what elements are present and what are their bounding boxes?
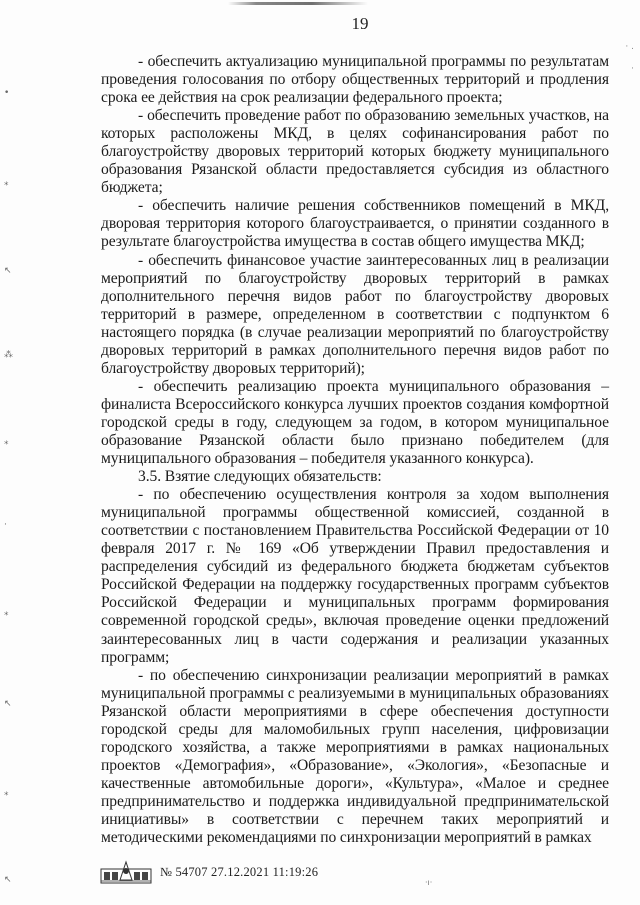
paragraph: - обеспечить наличие решения собственников помещений в МКД, дворовая территория которого благоустраивается, о принятии созданного в результате благоустройства имущества в состав общего имущества МКД; xyxy=(101,197,609,251)
scan-artifact xyxy=(228,2,368,5)
government-emblem-icon xyxy=(100,859,152,885)
paragraph: - обеспечить реализацию проекта муниципального образования – финалиста Всероссийского конкурса лучших проектов создания комфортной городской среды в году, следующем за годом, в котором муниципальное образование Рязанской области было признано победителем (для муниципального образования – победителя указанного конкурса). xyxy=(101,377,609,468)
paragraph: - обеспечить финансовое участие заинтересованных лиц в реализации мероприятий по благоустройству дворовых территорий в рамках дополнительного перечня видов работ по благоустройству дворовых территорий в размере, определенном в соответствии с подпунктом 6 настоящего порядка (в случае реализации мероприятий по благоустройству дворовых территорий в рамках дополнительного перечня видов работ по благоустройству дворовых территорий); xyxy=(101,251,609,377)
scan-mark: ⁂ xyxy=(4,350,13,360)
footer-stamp xyxy=(100,858,318,886)
paragraph: - по обеспечению синхронизации реализации мероприятий в рамках муниципальной программы с реализуемыми в муниципальных образованиях Рязанской области мероприятиями в сфере обеспечения доступности городской среды для маломобильных групп населения, цифровизации городского хозяйства, а также мероприятиями в рамках национальных проектов «Демография», «Образование», «Экология», «Безопасные и качественные автомобильные дороги», «Культура», «Малое и среднее предпринимательство и поддержка индивидуальной предпринимательской инициативы» в соответствии с перечнем таких мероприятий и методическими рекомендациями по синхронизации мероприятий в рамках xyxy=(101,666,609,847)
scan-mark: ⁎ xyxy=(4,437,9,447)
scan-mark: ⁎ xyxy=(4,788,9,798)
paragraph: - по обеспечению осуществления контроля за ходом выполнения муниципальной программы общественной комиссией, созданной в соответствии с постановлением Правительства Российской Федерации от 10 февраля 2017 г. № 169 «Об утверждении Правил предоставления и распределения субсидий из федерального бюджета бюджетам субъектов Российской Федерации на поддержку государственных программ субъектов Российской Федерации и муниципальных программ формирования современной городской среды», включая проведение оценки предложений заинтересованных лиц в части содержания и реализации указанных программ; xyxy=(101,486,609,666)
scan-mark: ↖ xyxy=(4,875,12,885)
scan-mark: · xyxy=(631,64,634,74)
page-number: 19 xyxy=(351,14,369,33)
scan-mark: • xyxy=(4,88,10,98)
scan-mark: ↖ xyxy=(4,266,12,276)
scan-mark: · xyxy=(4,520,7,530)
scan-mark: ⁎ xyxy=(4,178,9,188)
scan-mark: · . xyxy=(625,42,634,52)
paragraph: - обеспечить проведение работ по образованию земельных участков, на которых расположены МКД, в целях софинансирования работ по благоустройству дворовых территорий которых бюджету муниципального образования Рязанской области предоставляется субсидия из областного бюджета; xyxy=(101,107,609,197)
paragraph: - обеспечить актуализацию муниципальной программы по результатам проведения голосования по отбору общественных территорий и продления срока ее действия на срок реализации федерального проекта; xyxy=(101,53,609,107)
registration-stamp: № 54707 27.12.2021 11:19:26 xyxy=(160,864,319,879)
document-body xyxy=(101,53,609,847)
section-heading: 3.5. Взятие следующих обязательств: xyxy=(138,468,382,486)
scan-mark: ↖ xyxy=(4,699,12,709)
scan-mark: ·ı· xyxy=(425,878,433,887)
scan-mark: ⁎ xyxy=(4,608,9,618)
